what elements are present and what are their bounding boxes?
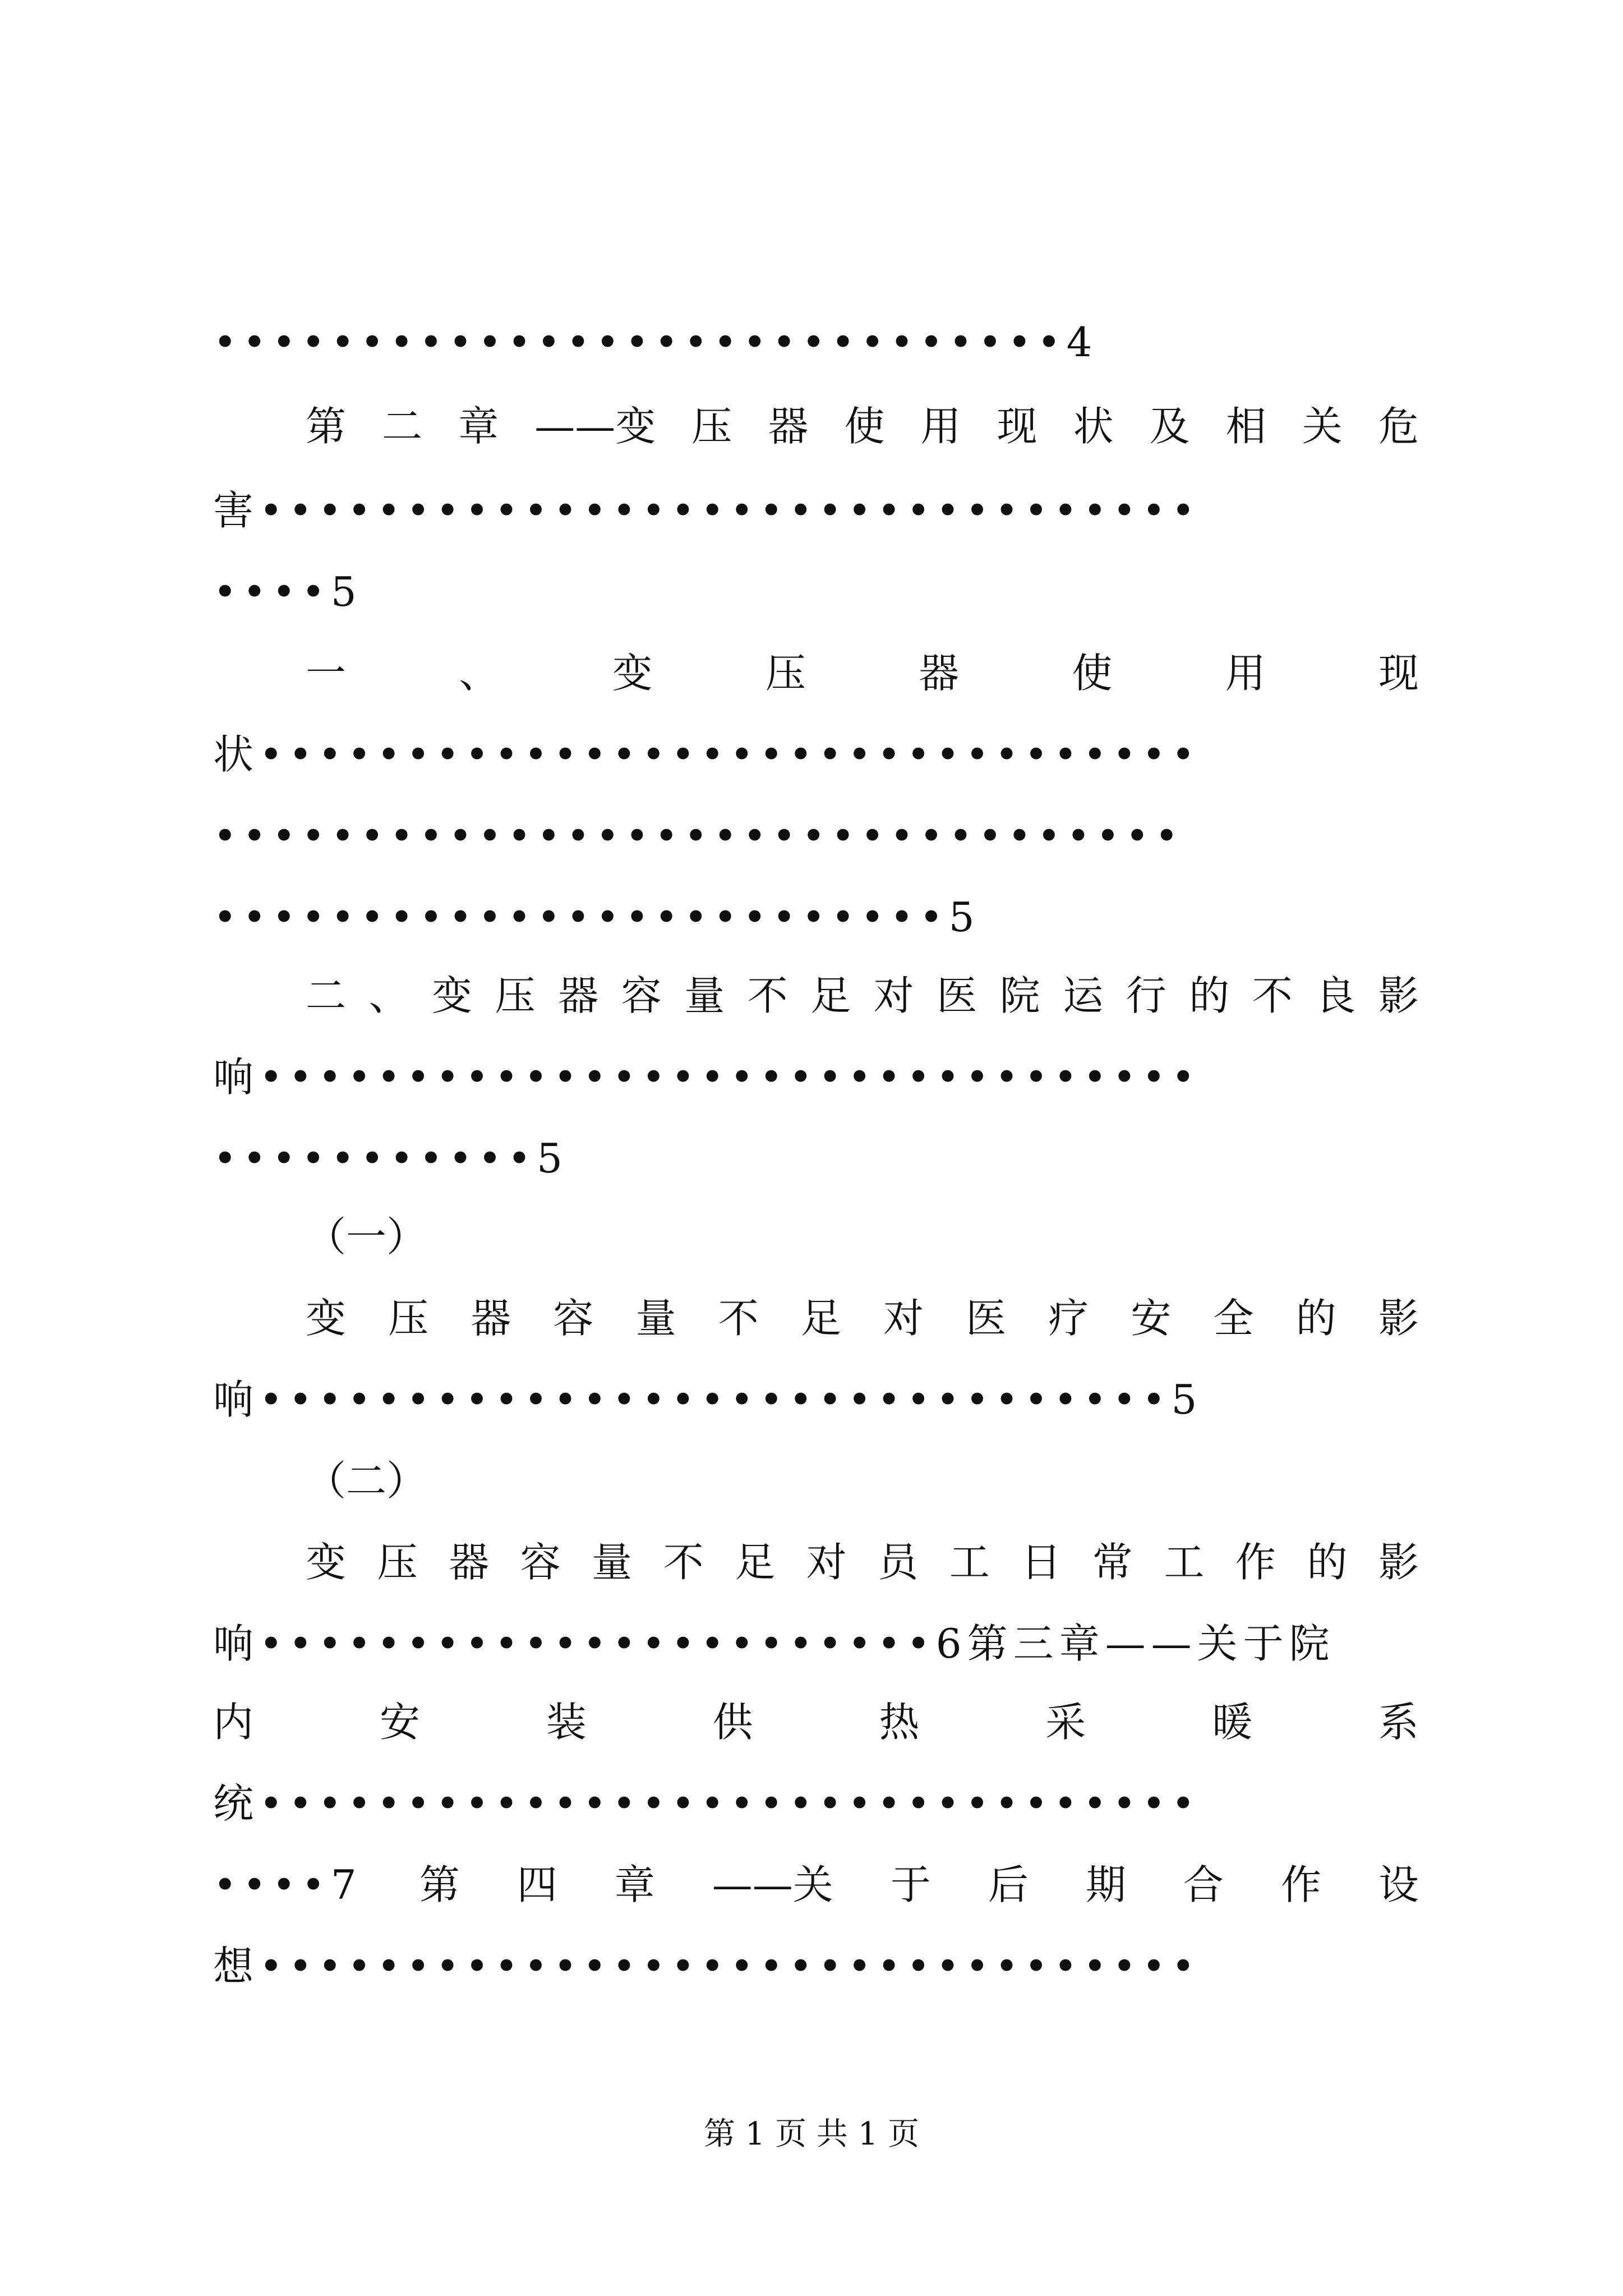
toc-line-9: 二 、 变 压 器 容 量 不 足 对 医 院 运 行 的 不 良 影 [306,972,1419,1019]
toc-line-20: ••••7 第 四 章 ——关 于 后 期 合 作 设 [213,1861,1419,1908]
toc-line-4: ••••5 [213,568,362,615]
toc-line-8: •••••••••••••••••••••••••5 [213,894,980,941]
toc-line-1: •••••••••••••••••••••••••••••4 [213,319,1098,366]
toc-line-11: •••••••••••5 [213,1135,568,1182]
toc-line-10: 响•••••••••••••••••••••••••••••••• [213,1053,1201,1101]
toc-line-12: （一） [306,1213,427,1260]
toc-line-16: 变 压 器 容 量 不 足 对 员 工 日 常 工 作 的 影 [306,1539,1419,1586]
toc-line-14: 响•••••••••••••••••••••••••••••••5 [213,1376,1203,1423]
toc-line-18: 内 安 装 供 热 采 暖 系 [213,1699,1419,1746]
toc-line-19: 统•••••••••••••••••••••••••••••••• [213,1780,1201,1827]
toc-line-5: 一 、 变 压 器 使 用 现 [306,650,1419,697]
toc-line-13: 变 压 器 容 量 不 足 对 医 疗 安 全 的 影 [306,1295,1419,1342]
toc-line-17: 响•••••••••••••••••••••••6第三章——关于院 [213,1620,1335,1667]
page-footer: 第 1 页 共 1 页 [703,2116,920,2152]
toc-line-7: ••••••••••••••••••••••••••••••••• [213,812,1184,859]
toc-line-21: 想•••••••••••••••••••••••••••••••• [213,1943,1201,1990]
toc-line-2: 第 二 章 ——变 压 器 使 用 现 状 及 相 关 危 [306,403,1419,450]
toc-line-15: （二） [306,1457,427,1504]
toc-line-6: 状•••••••••••••••••••••••••••••••• [213,731,1201,778]
toc-line-3: 害•••••••••••••••••••••••••••••••• [213,487,1201,534]
